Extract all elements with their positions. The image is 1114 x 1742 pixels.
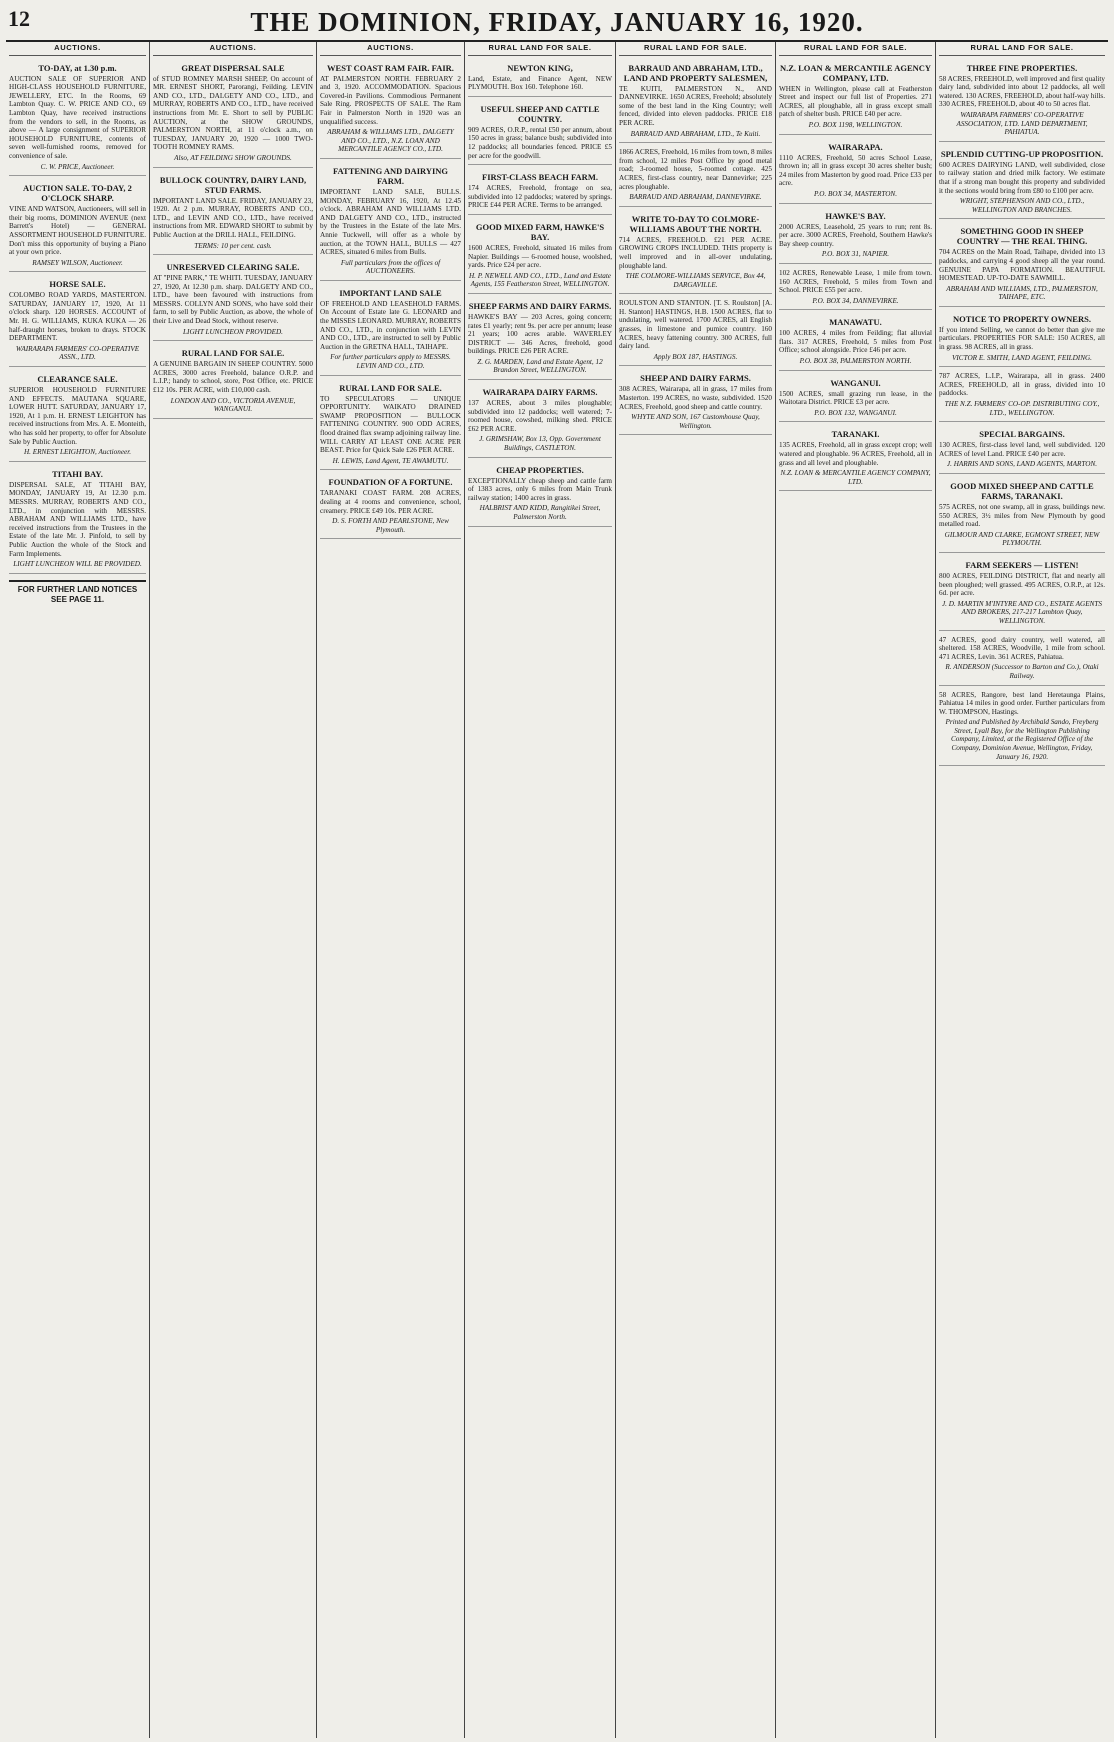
advertisement (9, 275, 146, 367)
ad-headline: RURAL LAND FOR SALE. (339, 382, 442, 393)
advertisement (939, 310, 1105, 367)
ad-headline: HORSE SALE. (49, 279, 106, 290)
advertisement (939, 634, 1105, 686)
ad-headline: WEST COAST RAM FAIR. FAIR. (327, 62, 454, 73)
footer-note: FOR FURTHER LAND NOTICES SEE PAGE 11. (9, 580, 146, 605)
ad-headline: BULLOCK COUNTRY, DAIRY LAND, STUD FARMS. (159, 174, 307, 195)
ad-body: WHEN in Wellington, please call at Featherston Street and inspect our full list of Properties. 271 ACRES, all ploughable, all in grass except small patch of shelter bush. PRICE £40 per acre. (779, 84, 932, 119)
ad-body: 1866 ACRES, Freehold, 16 miles from town, 8 miles from school, 12 miles Post Office by good metal road; 3-roomed house, 5-roomed cottage. 425 ACRES, first-class country, near Dannevirke; 225 acres ploughable. (619, 148, 772, 191)
ad-signature: P.O. BOX 1198, WELLINGTON. (808, 120, 903, 129)
ad-body: 58 ACRES, FREEHOLD, well improved and first quality dairy land, subdivided into about 12 paddocks, all well watered. 130 ACRES, FREEHOLD, about half-way hills. 330 ACRES, FREEHOLD, about 40 to 50 acres flat. (939, 74, 1105, 109)
advertisement (939, 477, 1105, 553)
ad-body: AT PALMERSTON NORTH. FEBRUARY 2 and 3, 1920. ACCOMMODATION. Spacious Covered-in Pavilions. Commodious Permanent Sale Ring. PROSPECTS OF SALE. The Ram Fair in Palmerston North in 1920 was an unqualified success. (320, 74, 461, 126)
ad-body: TO SPECULATORS — UNIQUE OPPORTUNITY. WAIKATO DRAINED SWAMP PROPOSITION — BULLOCK FATTENING COUNTRY. 900 ODD ACRES, flood drained flax swamp adjoining railway line. WILL CARRY AT LEAST ONE ACRE PER BEAST. Price for Quick Sale £26 PER ACRE. (320, 394, 461, 455)
ad-signature: Apply BOX 187, HASTINGS. (653, 352, 738, 361)
ad-body: 600 ACRES DAIRYING LAND, well subdivided, close to railway station and dried milk factory. We estimate that if a strong man bought this property and subdivided it the sections would bring from £80 to £100 per acre. (939, 160, 1105, 195)
advertisement (153, 344, 313, 419)
ad-signature: RAMSEY WILSON, Auctioneer. (32, 258, 123, 267)
ad-signature: BARRAUD AND ABRAHAM, DANNEVIRKE. (629, 193, 762, 202)
ad-body: 787 ACRES, L.I.P., Wairarapa, all in grass. 2400 ACRES, FREEHOLD, all in grass, divided into 10 paddocks. (939, 372, 1105, 398)
ad-body: ROULSTON AND STANTON. [T. S. Roulston] [A. H. Stanton] HASTINGS, H.B. 1500 ACRES, flat to undulating, well watered. 1700 ACRES, all English grasses, in limestone and pumice country. 160 ACRES, heavy fattening country. 300 ACRES, full dairy land. (619, 299, 772, 351)
ad-body: 100 ACRES, 4 miles from Feilding; flat alluvial flats. 317 ACRES, Freehold, 5 miles from Post Office; school alongside. Price £46 per acre. (779, 329, 932, 355)
ad-signature: WHYTE AND SON, 167 Customhouse Quay, Wellington. (631, 413, 760, 430)
ad-body: TE KUITI, PALMERSTON N., AND DANNEVIRKE. 1650 ACRES, Freehold; absolutely some of the best land in the King Country; well fenced, divided into eleven paddocks. PRICE £18 PER ACRE. (619, 84, 772, 127)
ad-body: AT "PINE PARK," TE WHITI. TUESDAY, JANUARY 27, 1920, At 12.30 p.m. sharp. DALGETY AND CO., LTD., have been favoured with instructions from MESSRS. COLLYN AND SONS, who have sold their farm, to sell by Public Auction, as above, the whole of their Live and Dead Stock, without reserve. (153, 274, 313, 326)
ad-signature: WAIRARAPA FARMERS' CO-OPERATIVE ASSOCIATION, LTD. LAND DEPARTMENT, PAHIATUA. (956, 110, 1088, 137)
ad-body: COLOMBO ROAD YARDS, MASTERTON. SATURDAY, JANUARY 17, 1920, At 11 o'clock sharp. 120 HORSES. ACCOUNT of Mr. H. G. WILLIAMS, KUKA KUKA — 26 half-draught horses, broken to drays. STOCK DEPARTMENT. (9, 291, 146, 343)
ad-headline: SOMETHING GOOD IN SHEEP COUNTRY — THE REAL THING. (956, 226, 1088, 247)
ad-headline: NOTICE TO PROPERTY OWNERS. (953, 313, 1091, 324)
ad-headline: FARM SEEKERS — LISTEN! (965, 559, 1079, 570)
ad-headline: WAIRARAPA. (828, 141, 883, 152)
ad-headline: BARRAUD AND ABRAHAM, LTD., LAND AND PROPERTY SALESMEN, (623, 62, 768, 83)
ad-body: 47 ACRES, good dairy country, well watered, all sheltered. 158 ACRES, Woodville, 1 mile from school. 471 ACRES, Levin. 361 ACRES, Pahiatua. (939, 635, 1105, 661)
ad-signature: THE N.Z. FARMERS' CO-OP. DISTRIBUTING COY., LTD., WELLINGTON. (944, 400, 1100, 417)
advertisement (153, 258, 313, 341)
ad-body: 2000 ACRES, Leasehold, 25 years to run; rent 8s. per acre. 3000 ACRES, Freehold, Southern Hawke's Bay sheep country. (779, 222, 932, 248)
ad-body: If you intend Selling, we cannot do better than give me particulars. PROPERTIES FOR SALE: 150 ACRES, all in grass. 98 ACRES, all in grass. (939, 325, 1105, 352)
ad-signature: N.Z. LOAN & MERCANTILE AGENCY COMPANY, LTD. (780, 469, 931, 486)
column-heading: RURAL LAND FOR SALE. (468, 44, 612, 56)
ad-signature: LONDON AND CO., VICTORIA AVENUE, WANGANUI. (170, 396, 296, 414)
column-heading: RURAL LAND FOR SALE. (779, 44, 932, 56)
advertisement (9, 59, 146, 177)
ad-signature: WAIRARAPA FARMERS' CO-OPERATIVE ASSN., LTD. (15, 344, 140, 362)
ad-headline: FIRST-CLASS BEACH FARM. (482, 172, 598, 183)
ad-signature: H. P. NEWELL AND CO., LTD., Land and Estate Agents, 155 Featherston Street, WELLINGTON. (468, 271, 612, 289)
column-2 (150, 42, 317, 1738)
advertisement (468, 218, 612, 294)
newspaper-title: THE DOMINION, FRIDAY, JANUARY 16, 1920. (250, 6, 864, 37)
ad-body: A GENUINE BARGAIN IN SHEEP COUNTRY. 5000 ACRES, 3000 acres Freehold, balance O.R.P. and L.I.P.; handy to school, store, Post Office, etc. PRICE £12 10s. PER ACRE, with £10,000 cash. (153, 360, 313, 395)
ad-signature: Z. G. MARDEN, Land and Estate Agent, 12 Brandon Street, WELLINGTON. (477, 357, 603, 375)
ad-body: 102 ACRES, Renewable Lease, 1 mile from town. 160 ACRES, Freehold, 5 miles from Town and School. PRICE £55 per acre. (779, 268, 932, 295)
advertisement (779, 138, 932, 204)
ad-signature: GILMOUR AND CLARKE, EGMONT STREET, NEW PLYMOUTH. (944, 530, 1100, 548)
ad-signature: Also, AT FEILDING SHOW GROUNDS. (174, 153, 292, 162)
advertisement (468, 168, 612, 215)
advertisement (320, 59, 461, 159)
ad-headline: N.Z. LOAN & MERCANTILE AGENCY COMPANY, LTD. (779, 62, 932, 83)
ad-body: 1110 ACRES, Freehold, 50 acres School Lease, thrown in; all in grass except 30 acres shelter bush; 24 miles from Masterton by good road. Price £33 per acre. (779, 153, 932, 188)
ad-signature: HALBRIST AND KIDD, Rangitikei Street, Palmerston North. (479, 504, 601, 521)
advertisement (779, 207, 932, 264)
ad-signature: Printed and Published by Archibald Sando, Freyberg Street, Lyall Bay, for the Wellington Publishing Company, Limited, at the Registered Office of the Company, Dominion Avenue, Wellington, Friday, January 16, 1920. (945, 718, 1099, 761)
ad-signature: BARRAUD AND ABRAHAM, LTD., Te Kuiti. (630, 129, 761, 138)
ad-body: 1600 ACRES, Freehold, situated 16 miles from Napier. Buildings — 6-roomed house, woolshed, yards. Price £24 per acre. (468, 243, 612, 270)
ad-signature: LIGHT LUNCHEON WILL BE PROVIDED. (13, 560, 142, 569)
advertisement (9, 370, 146, 462)
ad-headline: WANGANUI. (830, 377, 881, 388)
advertisement (779, 313, 932, 370)
advertisement (779, 425, 932, 491)
advertisement (619, 146, 772, 207)
ad-headline: MANAWATU. (829, 317, 882, 328)
ad-body: 704 ACRES on the Main Road, Taihape, divided into 13 paddocks, and carrying 4 good sheep all the year round. GENUINE PAPA FORMATION. BEAUTIFUL HOMESTEAD. UP-TO-DATE SAWMILL. (939, 248, 1105, 283)
advertisement (939, 425, 1105, 474)
column-heading: RURAL LAND FOR SALE. (619, 44, 772, 56)
ad-headline: SPECIAL BARGAINS. (979, 429, 1065, 440)
advertisement (320, 162, 461, 281)
ad-signature: For further particulars apply to MESSRS. LEVIN AND CO., LTD. (330, 353, 451, 371)
ad-body: AUCTION SALE OF SUPERIOR AND HIGH-CLASS HOUSEHOLD FURNITURE, JEWELLERY, ETC. In the Rooms, 69 Lambton Quay. C. W. PRICE AND CO., 69 Lambton Quay, have received instructions from the vendors to sell, in the Rooms, as above — A large consignment of SUPERIOR HOUSEHOLD FURNITURE, contents of seven well-furnished rooms, removed for convenience of sale. (9, 74, 146, 160)
ad-body: 800 ACRES, FEILDING DISTRICT, flat and nearly all been ploughed; well grassed. 495 ACRES, O.R.P., at 12s. 6d. per acre. (939, 571, 1105, 598)
column-3 (317, 42, 465, 1738)
ad-headline: UNRESERVED CLEARING SALE. (166, 262, 300, 273)
ad-body: EXCEPTIONALLY cheap sheep and cattle farm of 1383 acres, only 6 miles from Main Trunk railway station; 1400 acres in grass. (468, 476, 612, 502)
ad-headline: USEFUL SHEEP AND CATTLE COUNTRY. (480, 103, 600, 124)
ad-signature: P.O. BOX 34, MASTERTON. (814, 189, 897, 198)
advertisement (619, 297, 772, 366)
ad-signature: H. LEWIS, Land Agent, TE AWAMUTU. (332, 456, 449, 465)
advertisement (320, 379, 461, 471)
advertisement (779, 59, 932, 135)
advertisement (939, 59, 1105, 142)
ad-body: IMPORTANT LAND SALE. FRIDAY, JANUARY 23, 1920. At 2 p.m. MURRAY, ROBERTS AND CO., LTD., and LEVIN AND CO., LTD., have received instructions from MR. EDWARD SHORT to submit by Public Auction at the DRILL HALL, FEILDING. (153, 196, 313, 239)
ad-signature: J. GRIMSHAW, Box 13, Opp. Government Buildings, CASTLETON. (479, 435, 601, 453)
ad-body: 575 ACRES, not one swamp, all in grass, buildings new. 550 ACRES, 3½ miles from New Plymouth by good metalled road. (939, 503, 1105, 529)
advertisement (619, 59, 772, 144)
column-1 (6, 42, 150, 1738)
advertisement (320, 284, 461, 376)
ad-body: of STUD ROMNEY MARSH SHEEP, On account of MR. ERNEST SHORT, Parorangi, Feilding. LEVIN AND CO., LTD., DALGETY AND CO., LTD., and MURRAY, ROBERTS AND CO., LTD., have received instructions from Mr. E. Short to sell by PUBLIC AUCTION, at the SHOW GROUNDS, PALMERSTON NORTH, at 11 o'clock a.m., on TUESDAY, JANUARY 20, 1920 — 1000 TWO-TOOTH ROMNEY RAMS. (153, 74, 313, 152)
advertisement (779, 267, 932, 310)
ad-signature: ABRAHAM & WILLIAMS LTD., DALGETY AND CO., LTD., N.Z. LOAN AND MERCANTILE AGENCY CO., LTD. (327, 128, 454, 154)
ad-body: 137 ACRES, about 3 miles ploughable; subdivided into 12 paddocks; well watered; 7-roomed house, cowshed, milking shed. PRICE £62 PER ACRE. (468, 399, 612, 433)
ad-body: 58 ACRES, Rangore, best land Heretaunga Plains, Pahiatua 14 miles in good order. Further particulars from W. THOMPSON, Hastings. (939, 690, 1105, 716)
advertisement (939, 222, 1105, 307)
ad-body: 1500 ACRES, small grazing run lease, in the Waitotara District. PRICE £3 per acre. (779, 389, 932, 407)
advertisement (468, 461, 612, 527)
ad-signature: C. W. PRICE, Auctioneer. (40, 162, 115, 171)
ad-headline: GOOD MIXED FARM, HAWKE'S BAY. (475, 221, 605, 242)
ad-body: DISPERSAL SALE, AT TITAHI BAY, MONDAY, JANUARY 19, At 12.30 p.m. MESSRS. MURRAY, ROBERTS AND CO., LTD., in conjunction with MESSRS. ABRAHAM AND WILLIAMS LTD., have received instructions from the Trustees in the Estate of the late Mr. J. Pinfold, to sell by Public Auction the whole of the Stock and Farm Implements. (9, 480, 146, 558)
ad-body: OF FREEHOLD AND LEASEHOLD FARMS. On Account of Estate late G. LEONARD and the MISSES LEONARD. MURRAY, ROBERTS AND CO., LTD., in conjunction with LEVIN AND CO., LTD., are instructed to sell by Public Auction in the GRETNA HALL, TAIHAPE. (320, 299, 461, 351)
advertisement (9, 465, 146, 574)
column-5 (616, 42, 776, 1738)
ad-body: 308 ACRES, Wairarapa, all in grass, 17 miles from Masterton. 199 ACRES, no waste, subdivided. 1520 ACRES, Freehold, good sheep and cattle country. (619, 385, 772, 411)
ad-signature: LIGHT LUNCHEON PROVIDED. (183, 327, 283, 336)
ad-headline: IMPORTANT LAND SALE (339, 287, 442, 298)
ad-body: 909 ACRES, O.R.P., rental £50 per annum, about 150 acres in grass; balance bush; subdivided into 12 paddocks; all boundaries fenced. PRICE £5 per acre for the goodwill. (468, 125, 612, 160)
ad-signature: VICTOR E. SMITH, LAND AGENT, FEILDING. (952, 353, 1092, 362)
columns-grid (6, 42, 1108, 1738)
ad-headline: TITAHI BAY. (52, 468, 103, 479)
ad-headline: SPLENDID CUTTING-UP PROPOSITION. (940, 148, 1104, 159)
ad-headline: WAIRARAPA DAIRY FARMS. (482, 387, 598, 398)
ad-headline: CHEAP PROPERTIES. (496, 464, 584, 475)
column-heading: AUCTIONS. (153, 44, 313, 56)
ad-body: SUPERIOR HOUSEHOLD FURNITURE AND EFFECTS. MAUTANA SQUARE, LOWER HUTT. SATURDAY, JANUARY 17, 1920, At 1 p.m. H. ERNEST LEIGHTON has received instructions from Mrs. A. E. Monteith, who has sold her property, to offer for Absolute Sale by Public Auction. (9, 386, 146, 446)
ad-signature: ABRAHAM AND WILLIAMS, LTD., PALMERSTON, TAIHAPE, ETC. (946, 284, 1098, 302)
ad-signature: Full particulars from the offices of AUCTIONEERS. (340, 258, 441, 276)
ad-body: 714 ACRES, FREEHOLD. £21 PER ACRE. GROWING CROPS INCLUDED. THIS property is well improved and in all-over undulating, ploughable land. (619, 235, 772, 270)
ad-body: 174 ACRES, Freehold, frontage on sea, subdivided into 12 paddocks; watered by springs. PRICE £44 PER ACRE. Terms to be arranged. (468, 184, 612, 210)
column-heading: RURAL LAND FOR SALE. (939, 44, 1105, 56)
advertisement (153, 171, 313, 256)
advertisement (468, 297, 612, 380)
ad-signature: P.O. BOX 34, DANNEVIRKE. (812, 296, 899, 305)
ad-headline: SHEEP FARMS AND DAIRY FARMS. (468, 300, 612, 311)
ad-headline: FATTENING AND DAIRYING FARM. (332, 165, 449, 186)
page-number: 12 (8, 6, 30, 31)
advertisement (939, 556, 1105, 631)
ad-headline: THREE FINE PROPERTIES. (966, 62, 1078, 73)
ad-signature: J. HARRIS AND SONS, LAND AGENTS, MARTON. (946, 460, 1098, 469)
advertisement (9, 179, 146, 272)
ad-headline: NEWTON KING, (507, 62, 573, 73)
ad-headline: SHEEP AND DAIRY FARMS. (640, 373, 751, 384)
column-4 (465, 42, 616, 1738)
advertisement (468, 100, 612, 165)
advertisement (153, 59, 313, 168)
ad-headline: TARANAKI. (831, 429, 880, 440)
ad-signature: H. ERNEST LEIGHTON, Auctioneer. (23, 448, 132, 457)
ad-signature: P.O. BOX 31, NAPIER. (821, 250, 890, 259)
advertisement (320, 473, 461, 539)
ad-body: IMPORTANT LAND SALE, BULLS. MONDAY, FEBRUARY 16, 1920, At 12.45 o'clock. ABRAHAM AND WILLIAMS LTD. AND DALGETY AND CO., LTD., instructed by the Trustees in the Estate of the late Mrs. Annie Tuckwell, will offer as a whole by auction, at the TOWN HALL, BULLS — 427 ACRES, situated 6 miles from Bulls. (320, 187, 461, 257)
advertisement (939, 689, 1105, 767)
ad-signature: WRIGHT, STEPHENSON AND CO., LTD., WELLINGTON AND BRANCHES. (959, 197, 1085, 214)
ad-body: Land, Estate, and Finance Agent, NEW PLYMOUTH. Box 160. Telephone 160. (468, 74, 612, 92)
ad-body: HAWKE'S BAY — 203 Acres, going concern; rates £1 yearly; rent 9s. per acre per annum; lease 21 years; 100 acres arable. WAVERLEY DISTRICT — 346 Acres, freehold, good buildings. PRICE £26 PER ACRE. (468, 312, 612, 356)
column-7 (936, 42, 1108, 1738)
ad-signature: J. D. MARTIN M'INTYRE AND CO., ESTATE AGENTS AND BROKERS, 217-217 Lambton Quay, WELLINGTON. (941, 599, 1102, 625)
ad-headline: RURAL LAND FOR SALE. (181, 348, 285, 359)
ad-signature: D. S. FORTH AND PEARLSTONE, New Plymouth. (332, 517, 449, 534)
advertisement (468, 383, 612, 458)
advertisement (939, 370, 1105, 422)
ad-signature: P.O. BOX 132, WANGANUI. (814, 408, 897, 417)
advertisement (779, 374, 932, 423)
ad-body: TARANAKI COAST FARM. 208 ACRES, dealing at 4 rooms and convenience, school, creamery. PRICE £49 10s. PER ACRE. (320, 489, 461, 515)
ad-signature: R. ANDERSON (Successor to Barton and Co.), Otaki Railway. (945, 663, 1099, 680)
ad-signature: TERMS: 10 per cent. cash. (194, 241, 272, 250)
ad-headline: AUCTION SALE. TO-DAY, 2 O'CLOCK SHARP. (23, 183, 132, 204)
column-heading: AUCTIONS. (9, 44, 146, 56)
advertisement (619, 369, 772, 435)
ad-headline: HAWKE'S BAY. (825, 210, 886, 221)
ad-signature: THE COLMORE-WILLIAMS SERVICE, Box 44, DARGAVILLE. (625, 272, 766, 289)
ad-headline: GREAT DISPERSAL SALE (181, 62, 285, 73)
column-6 (776, 42, 936, 1738)
advertisement (939, 145, 1105, 220)
ad-headline: CLEARANCE SALE. (37, 374, 118, 385)
ad-body: 135 ACRES, Freehold, all in grass except crop; well watered and ploughable. 96 ACRES, Freehold, all in grass and all level and ploughable. (779, 441, 932, 467)
ad-signature: P.O. BOX 38, PALMERSTON NORTH. (799, 357, 912, 366)
ad-headline: FOUNDATION OF A FORTUNE. (328, 477, 453, 488)
ad-headline: TO-DAY, at 1.30 p.m. (38, 62, 117, 73)
ad-body: 130 ACRES, first-class level land, well subdivided. 120 ACRES of level Land. PRICE £40 per acre. (939, 441, 1105, 458)
ad-body: VINE AND WATSON, Auctioneers, will sell in their big rooms, DOMINION AVENUE (next Barrett's Hotel) — GENERAL ASSORTMENT HOUSEHOLD FURNITURE. Don't miss this opportunity of buying a Piano at your own price. (9, 205, 147, 257)
column-heading: AUCTIONS. (320, 44, 461, 56)
advertisement (619, 210, 772, 295)
ad-headline: GOOD MIXED SHEEP AND CATTLE FARMS, TARANAKI. (950, 481, 1094, 501)
masthead (6, 4, 1108, 42)
ad-headline: WRITE TO-DAY TO COLMORE-WILLIAMS ABOUT THE NORTH. (629, 213, 762, 234)
advertisement (468, 59, 612, 97)
